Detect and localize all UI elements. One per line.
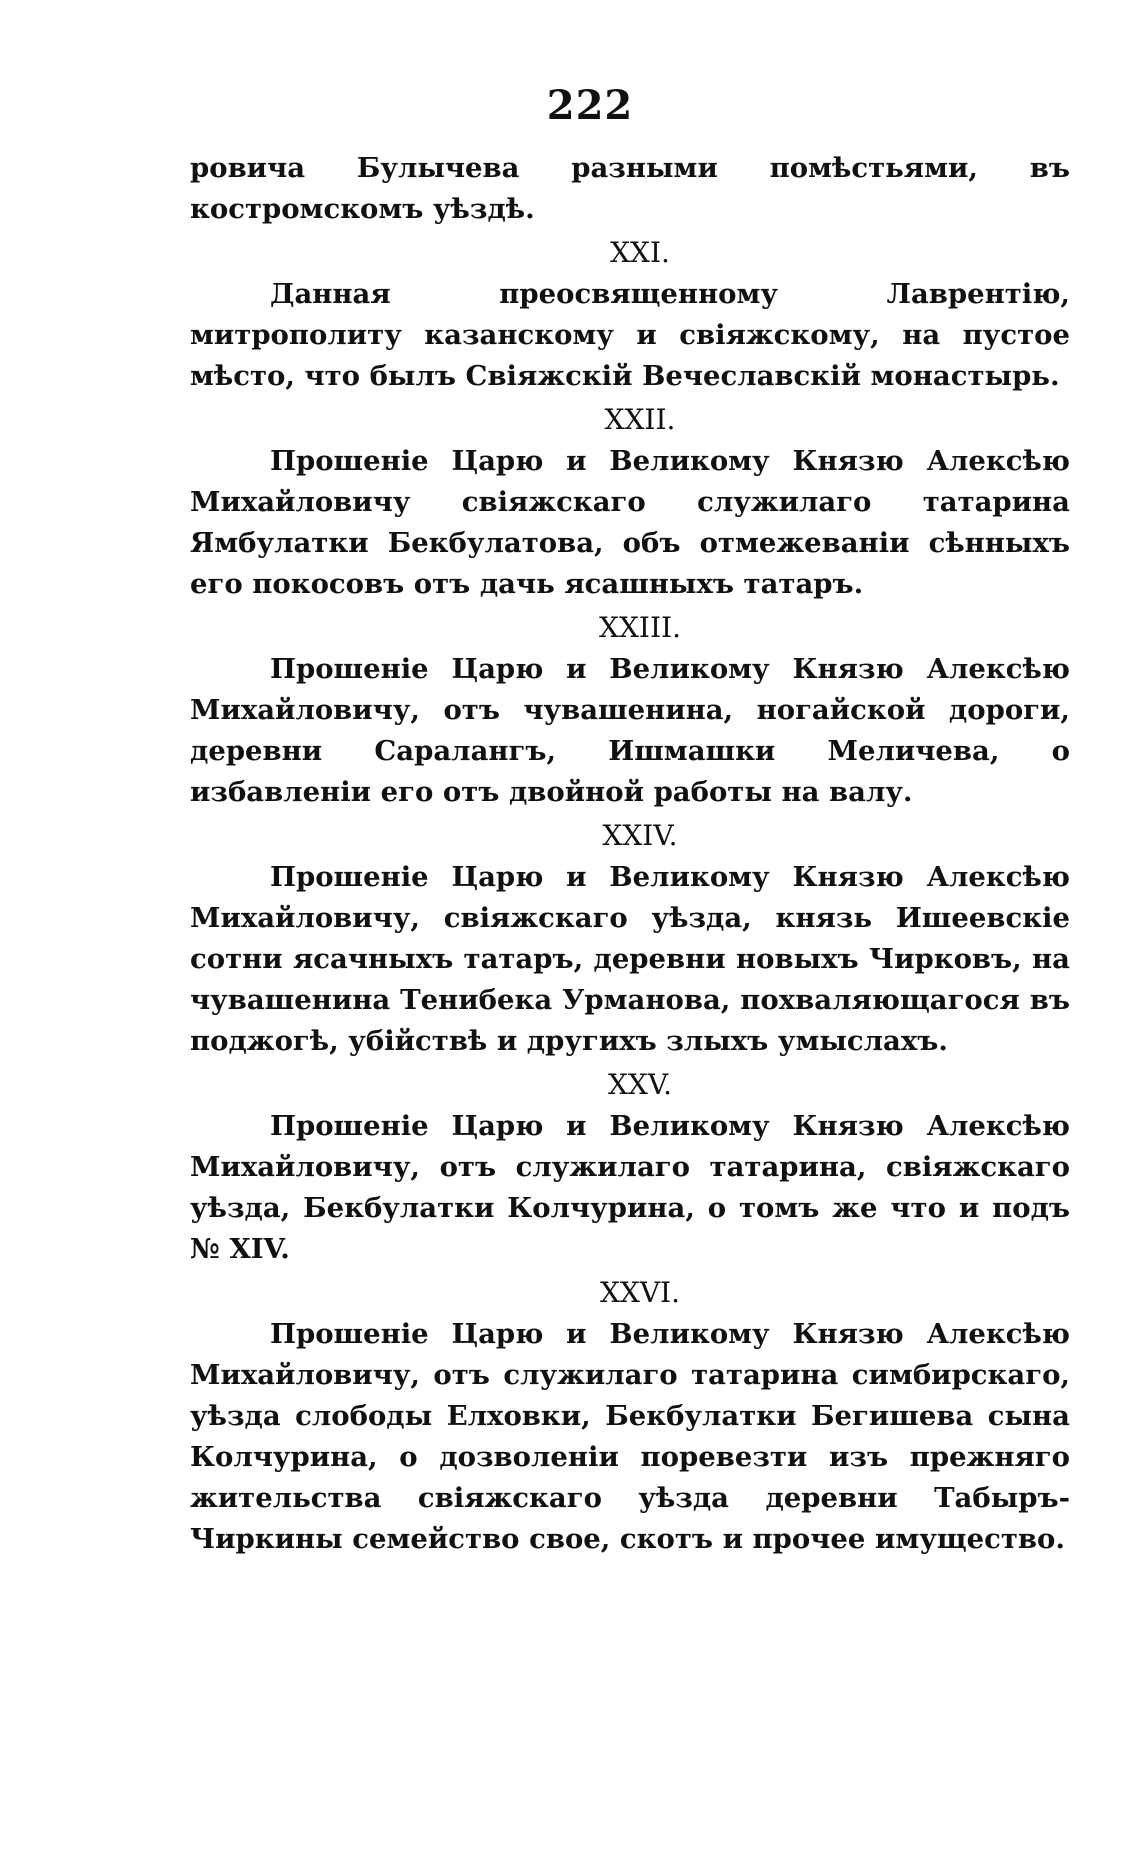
- page-number: 222: [546, 82, 634, 129]
- entry-numeral-xxvi: XXVI.: [599, 1276, 681, 1309]
- intro-paragraph: ровича Булычева разными помѣстьями, въ костромскомъ уѣздѣ.: [190, 152, 1070, 225]
- entry-numeral-xxii: XXII.: [604, 403, 676, 436]
- entry-numeral-xxv: XXV.: [607, 1068, 673, 1101]
- entry-text-xxii: Прошеніе Царю и Великому Князю Алексѣю Михайловичу свіяжскаго служилаго татарина Ямбулатки Бекбулатова, объ отмежеваніи сѣнныхъ его покосовъ отъ дачь ясашныхъ татаръ.: [190, 445, 1070, 600]
- text-block: [190, 148, 1070, 1560]
- entry-numeral-xxiii: XXIII.: [599, 611, 681, 644]
- entry-numeral-xxiv: XXIV.: [602, 819, 678, 852]
- entry-text-xxvi: Прошеніе Царю и Великому Князю Алексѣю Михайловичу, отъ служилаго татарина симбирскаго, уѣзда слободы Елховки, Бекбулатки Бегишева сына Колчурина, о дозволеніи поревезти изъ прежняго жительства свіяжскаго уѣзда деревни Табыръ-Чиркины семейство свое, скотъ и прочее имущество.: [190, 1318, 1070, 1555]
- entry-text-xxiii: Прошеніе Царю и Великому Князю Алексѣю Михайловичу, отъ чувашенина, ногайской дороги, деревни Саралангъ, Ишмашки Меличева, о избавленіи его отъ двойной работы на валу.: [190, 653, 1070, 808]
- entry-text-xxiv: Прошеніе Царю и Великому Князю Алексѣю Михайловичу, свіяжскаго уѣзда, князь Ишеевскіе сотни ясачныхъ татаръ, деревни новыхъ Чирковъ, на чувашенина Тенибека Урманова, похваляющагося въ поджогѣ, убійствѣ и другихъ злыхъ умыслахъ.: [190, 861, 1070, 1057]
- entry-numeral-xxi: XXI.: [610, 236, 670, 269]
- entry-text-xxi: Данная преосвященному Лаврентію, митрополиту казанскому и свіяжскому, на пустое мѣсто, что былъ Свіяжскій Вечеславскій монастырь.: [190, 278, 1070, 392]
- entry-text-xxv: Прошеніе Царю и Великому Князю Алексѣю Михайловичу, отъ служилаго татарина, свіяжскаго уѣзда, Бекбулатки Колчурина, о томъ же что и подъ № XIV.: [190, 1110, 1070, 1265]
